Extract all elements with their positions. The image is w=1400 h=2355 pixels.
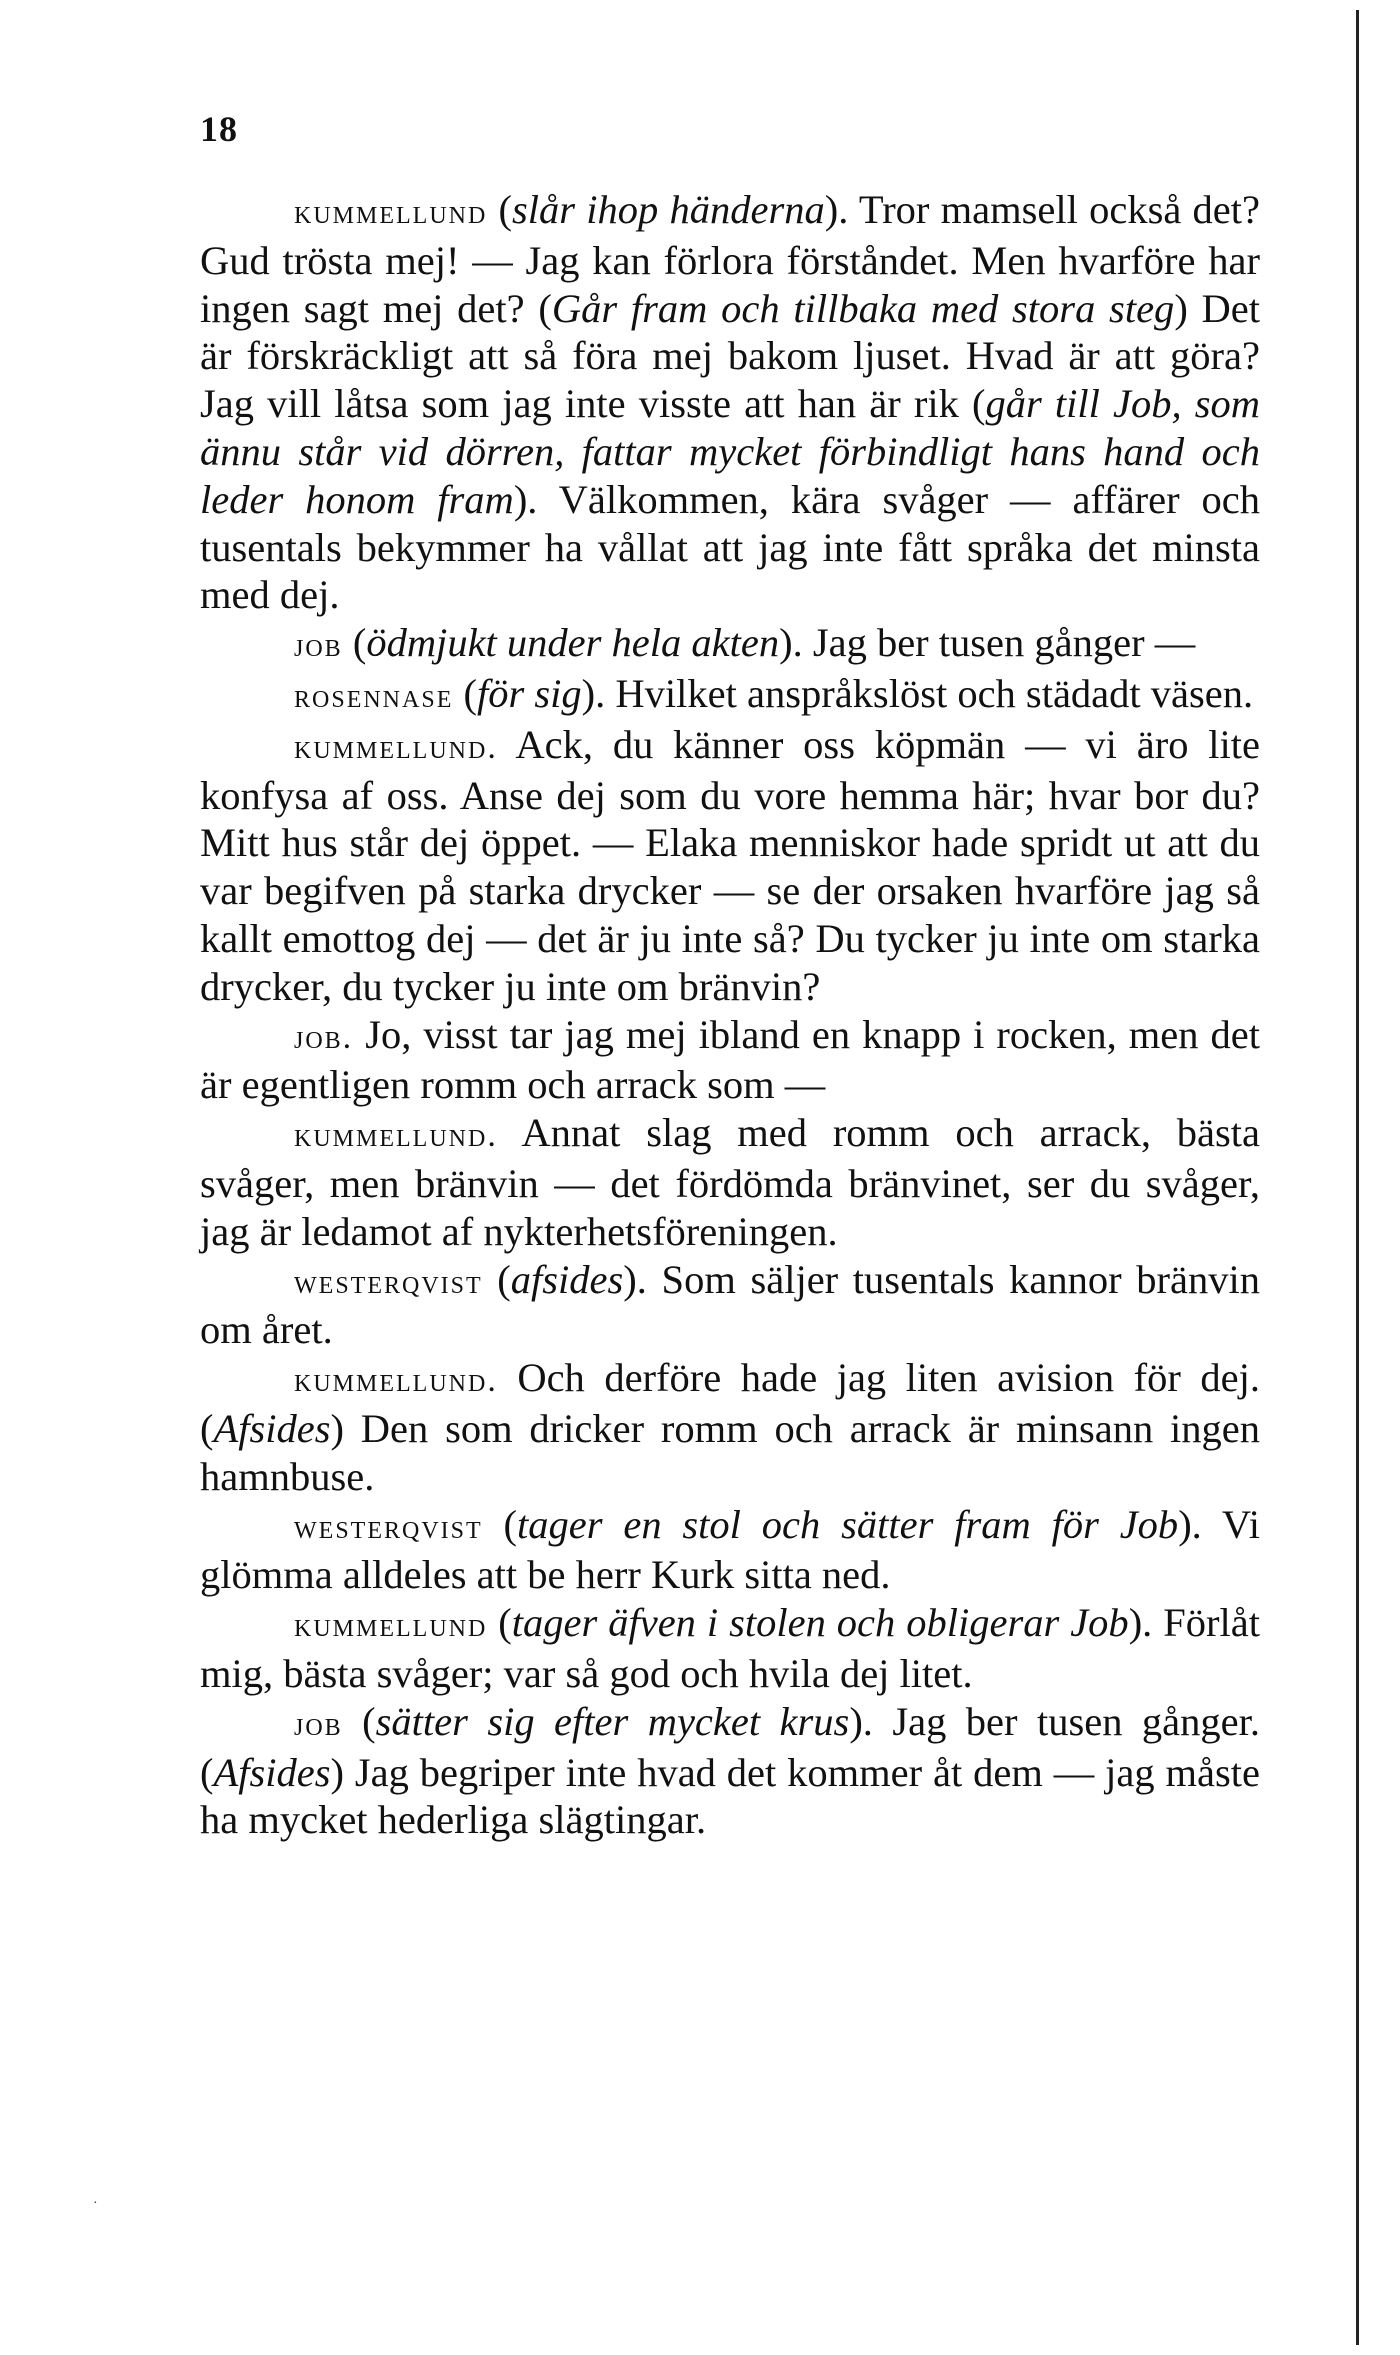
- dialogue-text: (: [487, 187, 513, 232]
- stage-direction: ödmjukt under hela akten: [366, 620, 780, 666]
- dialogue-text: Och derföre hade jag liten avision för dej. (: [200, 1355, 1260, 1451]
- speaker-name: job.: [294, 1018, 354, 1056]
- dialogue-text: ). Som säljer tusentals kannor bränvin om året.: [200, 1256, 1260, 1353]
- dialogue-paragraph: [200, 1354, 1260, 1500]
- dialogue-text: (: [482, 1256, 511, 1302]
- dialogue-text: (: [487, 1600, 512, 1646]
- stage-direction: går till Job, som ännu står vid dörren, fattar mycket förbindligt hans hand och leder honom fram: [200, 381, 1260, 522]
- speaker-name: job: [294, 1705, 343, 1743]
- speaker-name: kummellund: [294, 194, 488, 231]
- dialogue-text: ). Tror mamsell också det? Gud trösta mej! — Jag kan förlora förståndet. Men hvarföre har ingen sagt mej det? (: [200, 187, 1260, 331]
- play-text: [200, 186, 1260, 1844]
- dialogue-paragraph: [200, 670, 1260, 721]
- dialogue-text: ). Förlåt mig, bästa svåger; var så god och hvila dej litet.: [200, 1600, 1260, 1696]
- stage-direction: Afsides: [213, 1405, 331, 1451]
- dialogue-paragraph: [200, 619, 1260, 670]
- stage-direction: tager en stol och sätter fram för Job: [517, 1501, 1179, 1547]
- dialogue-text: (: [453, 670, 477, 716]
- page-edge-line: [1356, 10, 1359, 2345]
- dialogue-text: ) Den som dricker romm och arrack är minsann ingen hamnbuse.: [200, 1405, 1260, 1499]
- dialogue-text: (: [482, 1501, 517, 1547]
- speaker-name: westerqvist: [294, 1263, 483, 1301]
- speaker-name: rosennase: [294, 677, 454, 715]
- ink-speck: ·: [93, 2196, 98, 2211]
- dialogue-text: ). Jag ber tusen gånger. (: [200, 1698, 1260, 1795]
- stage-direction: Afsides: [213, 1749, 331, 1795]
- speaker-name: westerqvist: [294, 1508, 483, 1546]
- speaker-name: kummellund.: [294, 1117, 498, 1155]
- stage-direction: afsides: [510, 1256, 624, 1302]
- dialogue-text: ). Hvilket anspråkslöst och städadt väsen.: [581, 670, 1254, 716]
- stage-direction: tager äfven i stolen och obligerar Job: [511, 1600, 1129, 1646]
- dialogue-text: ) Jag begriper inte hvad det kommer åt dem — jag måste ha mycket hederliga slägtingar.: [200, 1749, 1260, 1843]
- stage-direction: Går fram och tillbaka med stora steg: [551, 285, 1175, 331]
- dialogue-paragraph: [200, 1256, 1260, 1355]
- dialogue-paragraph: [200, 1109, 1260, 1255]
- dialogue-text: (: [342, 620, 367, 666]
- stage-direction: slår ihop händerna: [512, 187, 825, 232]
- speaker-name: kummellund: [294, 1607, 488, 1645]
- dialogue-text: Ack, du känner oss köpmän — vi äro lite konfysa af oss. Anse dej som du vore hemma här; hvar bor du? Mitt hus står dej öppet. — Elaka menniskor hade spridt ut att du var begifven på starka drycker — se der orsaken hvarföre jag så kallt emottog dej — det är ju inte så? Du tycker ju inte om starka drycker, du tycker ju inte om bränvin?: [200, 721, 1260, 1009]
- dialogue-text: Annat slag med romm och arrack, bästa svåger, men bränvin — det fördömda bränvinet, ser du svåger, jag är ledamot af nykterhetsföreningen.: [200, 1110, 1260, 1254]
- dialogue-text: Jo, visst tar jag mej ibland en knapp i rocken, men det är egentligen romm och arrack som —: [200, 1011, 1260, 1108]
- dialogue-paragraph: [200, 721, 1260, 1011]
- dialogue-text: ). Vi glömma alldeles att be herr Kurk sitta ned.: [200, 1501, 1260, 1598]
- dialogue-paragraph: [200, 1698, 1260, 1844]
- dialogue-paragraph: [200, 1011, 1260, 1110]
- stage-direction: sätter sig efter mycket krus: [375, 1698, 850, 1744]
- dialogue-paragraph: [200, 1599, 1260, 1698]
- stage-direction: för sig: [476, 670, 582, 716]
- dialogue-paragraph: [200, 186, 1260, 619]
- speaker-name: kummellund.: [294, 1362, 498, 1400]
- dialogue-text: ). Välkommen, kära svåger — affärer och tusentals bekymmer ha vållat att jag inte fått språka det minsta med dej.: [200, 476, 1261, 618]
- speaker-name: job: [294, 627, 343, 665]
- dialogue-text: (: [342, 1698, 376, 1744]
- page-number: 18: [200, 109, 238, 149]
- dialogue-text: ). Jag ber tusen gånger —: [779, 620, 1196, 666]
- dialogue-paragraph: [200, 1501, 1260, 1600]
- speaker-name: kummellund.: [294, 728, 498, 766]
- dialogue-text: ) Det är förskräckligt att så föra mej bakom ljuset. Hvad är att göra? Jag vill låtsa som jag inte visste att han är rik (: [200, 285, 1261, 427]
